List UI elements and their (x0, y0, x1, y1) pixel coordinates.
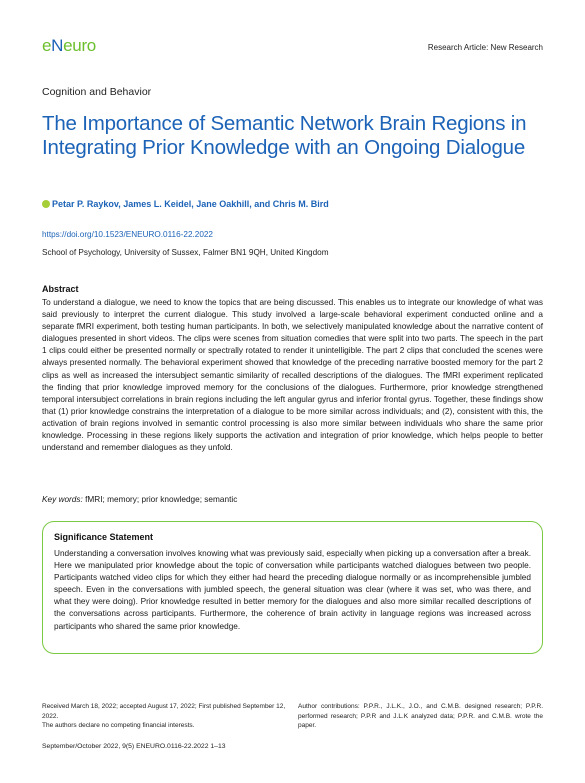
orcid-icon[interactable] (42, 200, 50, 208)
logo-rest: euro (63, 36, 96, 55)
author-contributions: Author contributions: P.P.R., J.L.K., J.O., and C.M.B. designed research; P.P.R. performed research; P.P.R and J.L.K analyzed data; P.P.R. and C.M.B. wrote the paper. (298, 703, 543, 729)
article-title: The Importance of Semantic Network Brain Regions in Integrating Prior Knowledge with an Ongoing Dialogue (42, 112, 527, 159)
abstract-text: To understand a dialogue, we need to know the topics that are being discussed. This enables us to integrate our knowledge of what was said previously to interpret the current dialogue. This study involved a large-scale behavioral experiment conducted online and a separate fMRI experiment, both testing human participants. In both, we selectively manipulated knowledge about the narrative content of dialogues presented in short videos. The clips were scenes from situation comedies that were split into two parts. The speech in the part 1 clips could either be presented normally or spectrally rotated to render it unintelligible. The part 2 clips that concluded the scenes were always presented normally. The behavioral experiment showed that knowledge of the preceding narrative boosted memory for the part 2 clips as well as increased the intersubject semantic similarity of recalled descriptions of the dialogues. The fMRI experiment replicated the finding that prior knowledge improved memory for the conclusions of the dialogues. Furthermore, prior knowledge strengthened temporal intersubject correlations in brain regions including the left angular gyrus and inferior frontal gyrus. Together, these findings show that (1) prior knowledge constrains the interpretation of a dialogue to be more similar across individuals; and (2), consistent with this, the activation of brain regions involved in semantic control processing is also more similar between individuals who share the same prior knowledge. Processing in these regions likely supports the activation and integration of prior knowledge, which helps people to better understand and remember dialogues as they unfold. (42, 298, 543, 453)
eneuro-logo (42, 36, 96, 56)
significance-statement-box (42, 521, 543, 654)
author-list (42, 199, 329, 209)
footer-dates (42, 702, 290, 731)
competing-interests: The authors declare no competing financial interests. (42, 722, 195, 729)
significance-heading: Significance Statement (54, 532, 154, 542)
logo-n: N (51, 36, 64, 55)
received-dates: Received March 18, 2022; accepted August 17, 2022; First published September 12, 2022. (42, 703, 286, 720)
article-type: Research Article: New Research (427, 43, 543, 52)
keywords (42, 495, 237, 504)
doi-link[interactable]: https://doi.org/10.1523/ENEURO.0116-22.2022 (42, 230, 213, 239)
section-label: Cognition and Behavior (42, 86, 152, 98)
keywords-label: Key words: (42, 495, 83, 504)
affiliation: School of Psychology, University of Sussex, Falmer BN1 9QH, United Kingdom (42, 248, 329, 257)
significance-text: Understanding a conversation involves knowing what was previously said, especially when picking up a conversation after a break. Here we manipulated prior knowledge about the topic of conversation while participants watched dialogues between two people. Participants watched video clips for which they either had heard the preceding dialogue normally or as incomprehensible jumbled speech. Even in the conversations with jumbled speech, the general situation was clear (where it was set, who was there, and what they were doing). Prior knowledge resulted in better memory for the dialogues and also more similar recalled descriptions of the conversations across participants. Furthermore, the coherence of brain activity in language regions was increased across participants who shared the same prior knowledge. (54, 549, 531, 631)
journal-citation: September/October 2022, 9(5) ENEURO.0116-22.2022 1–13 (42, 743, 226, 750)
keywords-text: fMRI; memory; prior knowledge; semantic (85, 495, 238, 504)
abstract-heading: Abstract (42, 284, 79, 294)
author-names[interactable]: Petar P. Raykov, James L. Keidel, Jane Oakhill, and Chris M. Bird (52, 199, 329, 209)
logo-e: e (42, 36, 52, 55)
